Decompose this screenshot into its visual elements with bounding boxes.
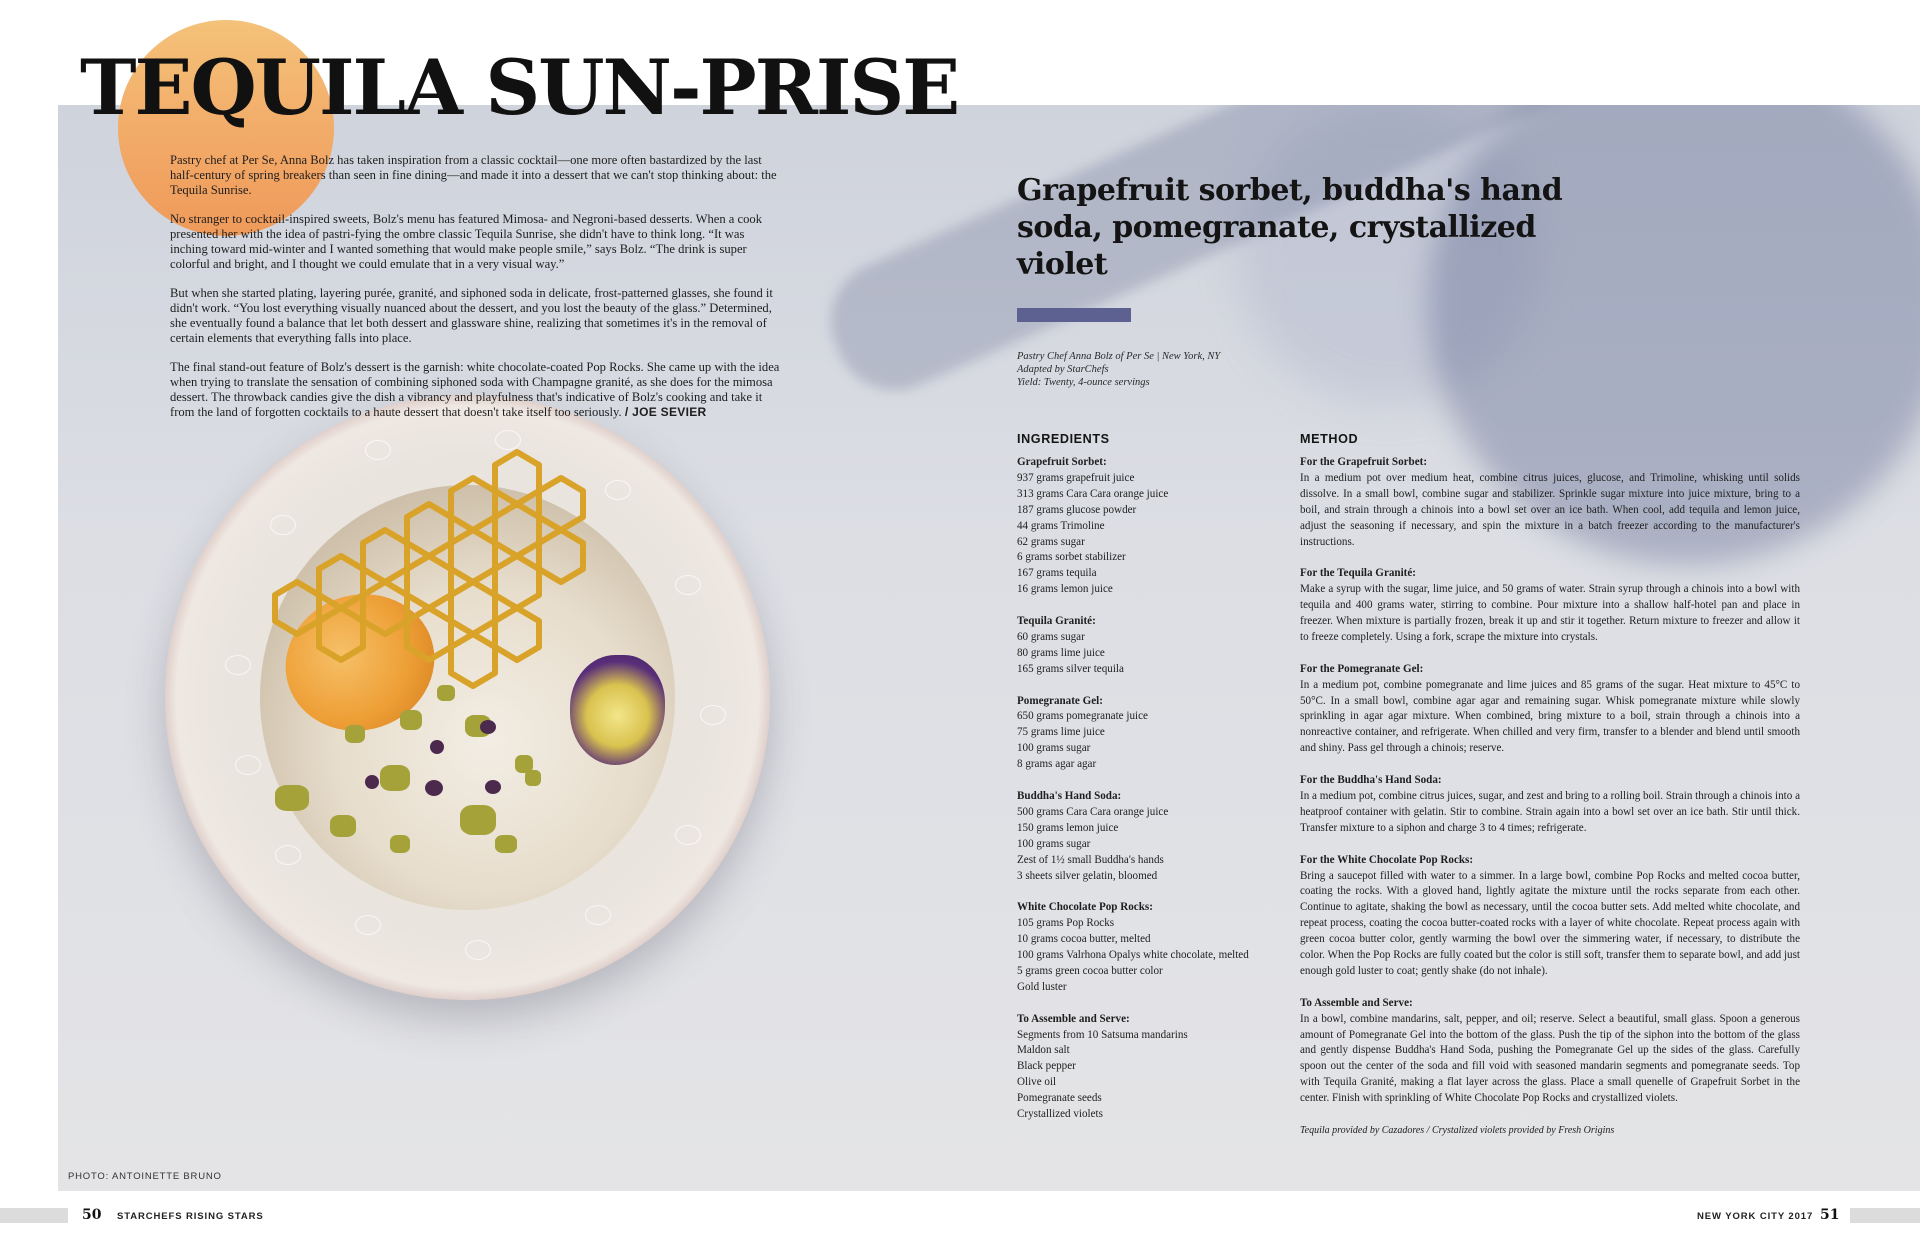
- credit-line: Pastry Chef Anna Bolz of Per Se | New York, NY: [1017, 351, 1221, 362]
- dessert-glass: [165, 395, 770, 1000]
- ingredient-group: [1017, 694, 1277, 774]
- ingredient-group: [1017, 1012, 1277, 1123]
- ingredients-list: [1017, 455, 1277, 1139]
- method-step: [1300, 455, 1800, 550]
- ingredient-item: 100 grams sugar: [1017, 742, 1091, 755]
- ingredient-item: Crystallized violets: [1017, 1108, 1103, 1121]
- ingredient-group: [1017, 789, 1277, 884]
- ingredient-item: 500 grams Cara Cara orange juice: [1017, 805, 1169, 818]
- pomegranate-seed: [425, 780, 443, 796]
- ingredient-item: 313 grams Cara Cara orange juice: [1017, 487, 1169, 500]
- ingredient-item: Maldon salt: [1017, 1044, 1070, 1057]
- pop-rock: [345, 725, 365, 743]
- ingredient-group-title: Grapefruit Sorbet:: [1017, 456, 1107, 468]
- ingredient-item: 167 grams tequila: [1017, 567, 1097, 580]
- pop-rock: [330, 815, 356, 837]
- method-step: [1300, 853, 1800, 980]
- ingredient-item: 650 grams pomegranate juice: [1017, 710, 1148, 723]
- pop-rock: [390, 835, 410, 853]
- sponsor-note: Tequila provided by Cazadores / Crystalized violets provided by Fresh Origins: [1300, 1124, 1615, 1136]
- ingredient-item: 80 grams lime juice: [1017, 646, 1105, 659]
- method-step: [1300, 662, 1800, 757]
- ingredient-item: Zest of 1½ small Buddha's hands: [1017, 853, 1164, 866]
- pomegranate-seed: [365, 775, 379, 789]
- photo-credit: PHOTO: ANTOINETTE BRUNO: [68, 1171, 222, 1182]
- method-step-text: Bring a saucepot filled with water to a simmer. In a large bowl, combine Pop Rocks and melted cocoa butter, coating the rocks. With a gloved hand, lightly agitate the mixture until the rocks separate from each other. Continue to agitate, shaking the bowl as necessary, until the cocoa butter sets. Add melted white chocolate, and repeat process, coating the cocoa butter-coated rocks with a layer of white chocolate. Repeat process again with green cocoa butter color, gently warming the bowl over the simmering water, if necessary, to distribute the color. When the Pop Rocks are fully coated but the color is still soft, transfer them to separate bowl, and add just enough gold luster to coat; gently shake (do not inhale).: [1300, 869, 1800, 977]
- credit-line: Yield: Twenty, 4-ounce servings: [1017, 377, 1150, 388]
- pop-rock: [400, 710, 422, 730]
- glass-etching: [585, 905, 611, 925]
- glass-etching: [465, 940, 491, 960]
- method-step-text: In a medium pot, combine pomegranate and lime juices and 85 grams of the sugar. Heat mixture to 45°C to 50°C. In a small bowl, combine agar agar and remaining sugar. Whisk pomegranate mixture while slowly sprinkling in agar agar mixture. When combined, bring mixture to a boil, strain through a chinois into a nonreactive container, and refrigerate. When chilled and very firm, transfer to a blender and blend until smooth and shiny. Pass gel through a chinois; reserve.: [1300, 678, 1800, 755]
- ingredient-group: [1017, 900, 1277, 995]
- pop-rock: [437, 685, 455, 701]
- ingredient-item: 187 grams glucose powder: [1017, 503, 1137, 516]
- sugar-lattice-garnish: [235, 445, 615, 735]
- glass-etching: [675, 575, 701, 595]
- pomegranate-seed: [430, 740, 444, 754]
- method-step: [1300, 566, 1800, 646]
- glass-etching: [225, 655, 251, 675]
- pop-rock: [495, 835, 517, 853]
- method-step-title: To Assemble and Serve:: [1300, 996, 1413, 1009]
- ingredient-item: 10 grams cocoa butter, melted: [1017, 933, 1151, 946]
- method-step-title: For the Pomegranate Gel:: [1300, 662, 1424, 675]
- method-step-title: For the Buddha's Hand Soda:: [1300, 774, 1442, 787]
- recipe-title: Grapefruit sorbet, buddha's hand soda, pomegranate, crystallized violet: [1017, 173, 1563, 282]
- method-step-text: Make a syrup with the sugar, lime juice, and 50 grams of water. Strain syrup through a chinois into a bowl with tequila and 400 grams water, stirring to combine. Pour mixture into a shallow half-hotel pan and place in freezer. When mixture is partially frozen, break it up and stir it together. Return mixture to freezer and allow it to freeze completely. Using a fork, scrape the mixture into crystals.: [1300, 583, 1800, 643]
- method-step-text: In a bowl, combine mandarins, salt, pepper, and oil; reserve. Select a beautiful, small glass. Spoon a generous amount of Pomegranate Gel into the bottom of the glass. Push the tip of the siphon into the bottom of the glass and gently dispense Buddha's Hand Soda, pushing the Pomegranate Gel up the sides of the glass. Carefully spoon out the center of the soda and fill void with seasoned mandarin segments and pomegranate seeds. Top with Tequila Granité, making a flat layer across the glass. Place a small quenelle of Grapefruit Sorbet in the center. Finish with sprinkling of White Chocolate Pop Rocks and crystallized violets.: [1300, 1012, 1800, 1105]
- running-head-left: STARCHEFS RISING STARS: [117, 1211, 264, 1222]
- ingredient-item: 5 grams green cocoa butter color: [1017, 964, 1163, 977]
- ingredient-item: 62 grams sugar: [1017, 535, 1085, 548]
- intro-paragraph: No stranger to cocktail-inspired sweets, Bolz's menu has featured Mimosa- and Negroni-based desserts. When a cook presented her with the idea of pastri-fying the ombre classic Tequila Sunrise, she didn't have to think long. “It was inching toward mid-winter and I wanted something that would make people smile,” says Bolz. “The drink is super colorful and bright, and I thought we could emulate that in a very visual way.”: [170, 212, 763, 271]
- author-byline: / JOE SEVIER: [624, 404, 707, 419]
- footer-bar-right: [1850, 1208, 1920, 1223]
- intro-paragraph: But when she started plating, layering purée, granité, and siphoned soda in delicate, frost-patterned glasses, she found it didn't work. “You lost everything visually nuanced about the dessert, and you lost the beauty of the glass.” Determined, she eventually found a balance that let both dessert and glassware shine, realizing that sometimes it's in the removal of certain elements that everything falls into place.: [170, 286, 773, 345]
- glass-etching: [605, 480, 631, 500]
- ingredient-item: Olive oil: [1017, 1076, 1057, 1089]
- method-step-title: For the White Chocolate Pop Rocks:: [1300, 853, 1474, 866]
- final-paragraph-text: The final stand-out feature of Bolz's dessert is the garnish: white chocolate-coated Pop Rocks. She came up with the idea when trying to translate the sensation of combining siphoned soda with Champagne granité, as she does for the mimosa dessert. The throwback candies give the dish a vibrancy and playfulness that's indicative of Bolz's cooking and take it from the land of forgotten cocktails to a haute dessert that doesn't take itself too seriously.: [170, 360, 780, 419]
- ingredient-item: 3 sheets silver gelatin, bloomed: [1017, 869, 1158, 882]
- ingredient-item: 16 grams lemon juice: [1017, 583, 1113, 596]
- ingredient-item: 6 grams sorbet stabilizer: [1017, 551, 1126, 564]
- pop-rock: [525, 770, 541, 786]
- pomegranate-seed: [485, 780, 501, 794]
- glass-etching: [365, 440, 391, 460]
- ingredient-item: 8 grams agar agar: [1017, 758, 1097, 771]
- glass-etching: [270, 515, 296, 535]
- footer-bar-left: [0, 1208, 68, 1223]
- intro-paragraph-final: [170, 360, 785, 419]
- glass-etching: [235, 755, 261, 775]
- method-list: [1300, 455, 1800, 1139]
- glass-etching: [355, 915, 381, 935]
- ingredient-item: Segments from 10 Satsuma mandarins: [1017, 1028, 1188, 1041]
- ingredient-item: 165 grams silver tequila: [1017, 662, 1124, 675]
- ingredient-group-title: To Assemble and Serve:: [1017, 1012, 1130, 1025]
- ingredient-item: 937 grams grapefruit juice: [1017, 471, 1135, 484]
- intro-paragraph: Pastry chef at Per Se, Anna Bolz has taken inspiration from a classic cocktail—one more often bastardized by the last half-century of spring breakers than seen in fine dining—and made it into a dessert that we can't stop thinking about: the Tequila Sunrise.: [170, 153, 777, 197]
- ingredient-group-title: White Chocolate Pop Rocks:: [1017, 901, 1153, 914]
- pop-rock: [380, 765, 410, 791]
- method-step-title: For the Tequila Granité:: [1300, 567, 1416, 580]
- method-step-text: In a medium pot, combine citrus juices, sugar, and zest and bring to a rolling boil. Strain through a chinois into a heatproof container with gelatin. Stir to combine. Strain again into a bowl set over an ice bath. Stir until thick. Transfer mixture to a siphon and charge 3 to 4 times; refrigerate.: [1300, 789, 1800, 834]
- ingredient-item: 105 grams Pop Rocks: [1017, 917, 1115, 930]
- ingredient-group-title: Tequila Granité:: [1017, 615, 1096, 628]
- ingredient-group: [1017, 455, 1277, 598]
- ingredients-heading: INGREDIENTS: [1017, 432, 1110, 446]
- running-head-right: NEW YORK CITY 2017: [1697, 1211, 1814, 1222]
- method-step: [1300, 996, 1800, 1107]
- ingredient-item: 75 grams lime juice: [1017, 726, 1105, 739]
- glass-etching: [675, 825, 701, 845]
- ingredient-group: [1017, 614, 1277, 678]
- method-step-title: For the Grapefruit Sorbet:: [1300, 456, 1428, 468]
- method-step: [1300, 773, 1800, 837]
- ingredient-item: 150 grams lemon juice: [1017, 821, 1119, 834]
- page-title: TEQUILA SUN-PRISE: [80, 43, 959, 132]
- accent-rule: [1017, 308, 1131, 322]
- ingredient-item: 100 grams sugar: [1017, 837, 1091, 850]
- method-step-text: In a medium pot over medium heat, combine citrus juices, glucose, and Trimoline, whisking until solids dissolve. In a small bowl, combine sugar and stabilizer. Sprinkle sugar mixture into juice mixture, bring to a boil, and strain through a chinois into a bowl set over an ice bath. When cool, add tequila and lemon juice, adjust the seasoning if necessary, and spin the mixture in a batch freezer according to the manufacturer's instructions.: [1300, 471, 1800, 548]
- pop-rock: [460, 805, 496, 835]
- credit-line: Adapted by StarChefs: [1017, 364, 1109, 375]
- pomegranate-seed: [480, 720, 496, 734]
- ingredient-item: Pomegranate seeds: [1017, 1092, 1102, 1105]
- pop-rock: [275, 785, 309, 811]
- glass-etching: [700, 705, 726, 725]
- ingredient-item: Gold luster: [1017, 980, 1067, 993]
- ingredient-item: 44 grams Trimoline: [1017, 519, 1105, 532]
- glass-etching: [275, 845, 301, 865]
- ingredient-item: 100 grams Valrhona Opalys white chocolate, melted: [1017, 949, 1249, 962]
- intro-article: [170, 153, 785, 434]
- ingredient-item: 60 grams sugar: [1017, 630, 1085, 643]
- method-heading: METHOD: [1300, 432, 1359, 446]
- ingredient-item: Black pepper: [1017, 1060, 1076, 1073]
- ingredient-group-title: Pomegranate Gel:: [1017, 694, 1103, 707]
- page-number-left: 50: [82, 1207, 102, 1223]
- recipe-credits: [1017, 350, 1337, 389]
- ingredient-group-title: Buddha's Hand Soda:: [1017, 789, 1122, 802]
- page-number-right: 51: [1820, 1207, 1840, 1223]
